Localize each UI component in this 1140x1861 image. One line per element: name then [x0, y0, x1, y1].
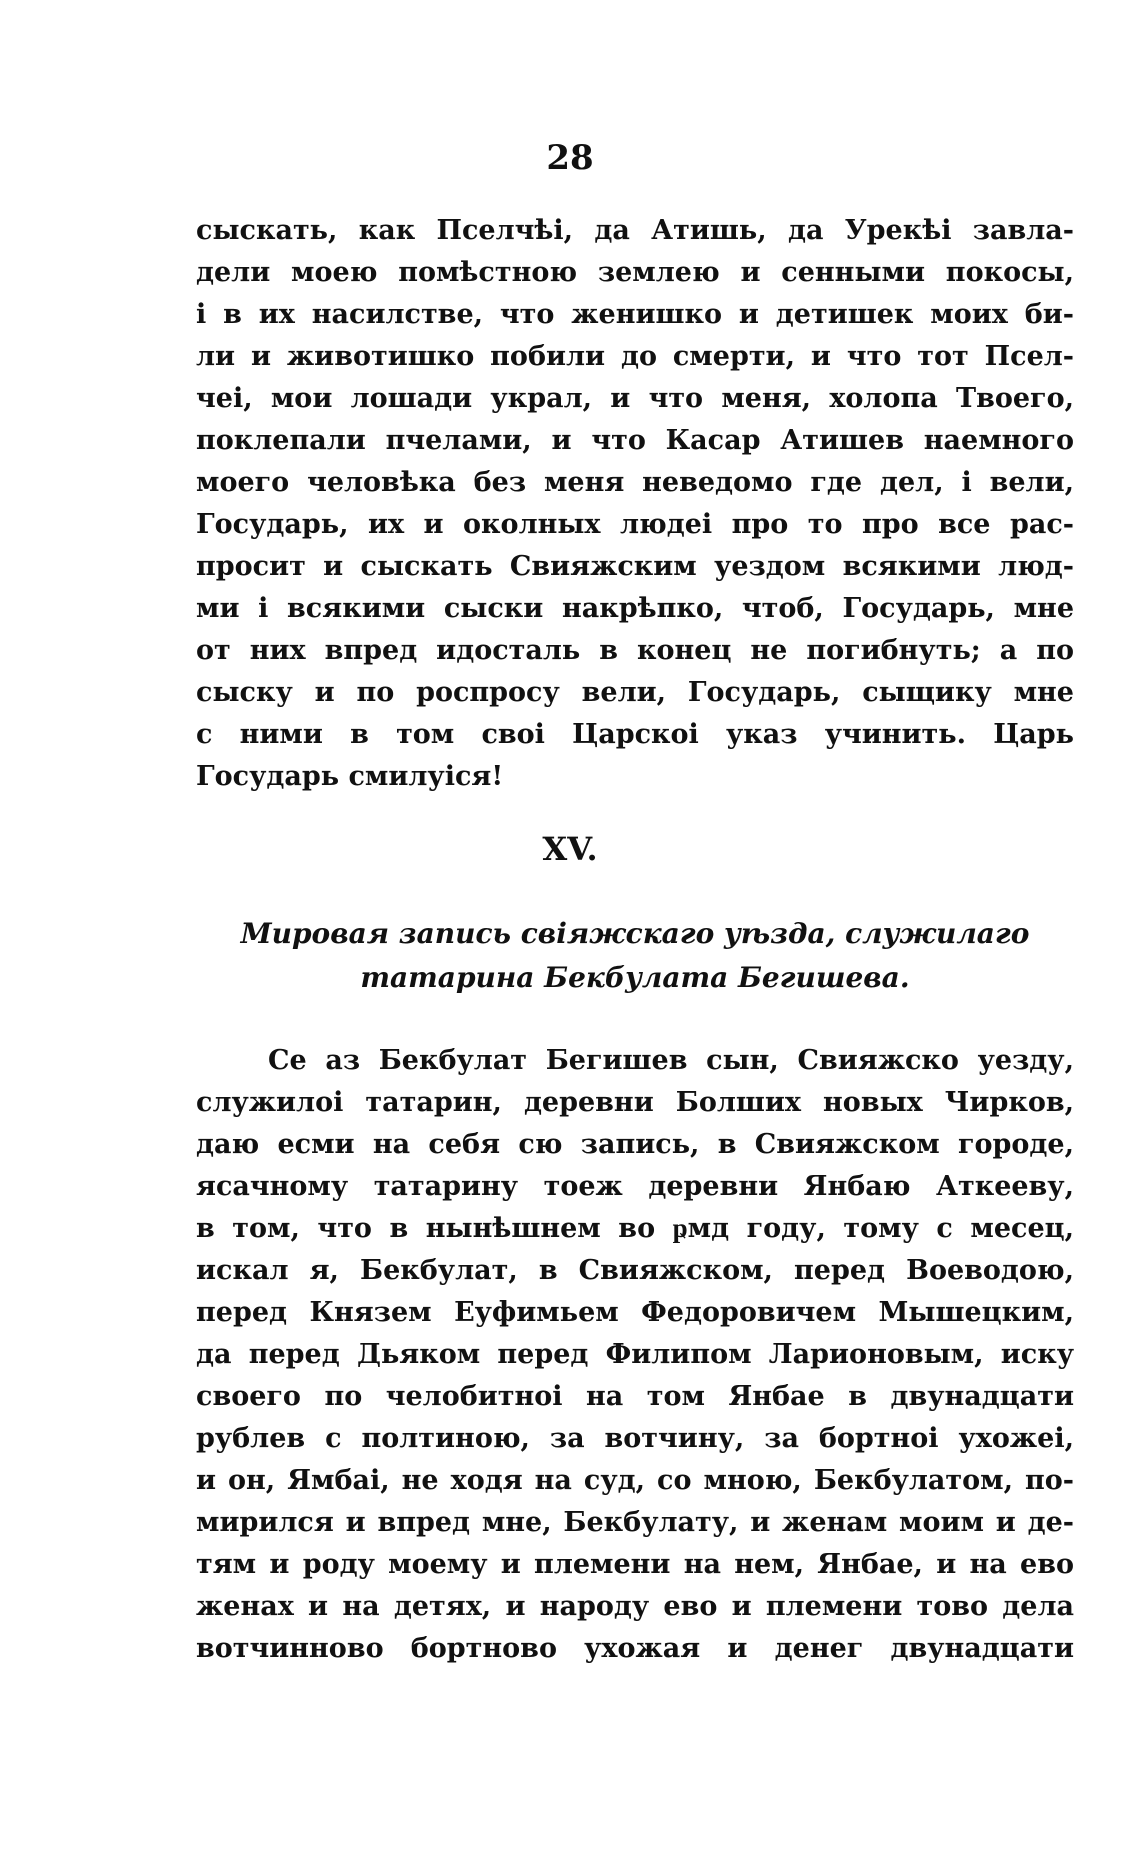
text-line: ли и животишко побили до смерти, и что тот Псел-: [196, 341, 1074, 372]
text-line: и он, Ямбаі, не ходя на суд, со мною, Бекбулатом, по-: [196, 1465, 1074, 1496]
text-line: искал я, Бекбулат, в Свияжском, перед Воеводою,: [196, 1255, 1074, 1286]
text-line: перед Князем Еуфимьем Федоровичем Мышецким,: [196, 1297, 1074, 1328]
text-line: Се аз Бекбулат Бегишев сын, Свияжско уезду,: [268, 1045, 1074, 1076]
text-line: моего человѣка без меня неведомо где дел, і вели,: [196, 467, 1074, 498]
text-line: тям и роду моему и племени на нем, Янбае, и на ево: [196, 1549, 1074, 1580]
text-line: мирился и впред мне, Бекбулату, и женам моим и де-: [196, 1507, 1074, 1538]
text-line: Государь, их и околных людеі про то про все рас-: [196, 509, 1074, 540]
text-line: сыскать, как Пселчѣі, да Атишь, да Урекѣі завла-: [196, 215, 1074, 246]
text-line: да перед Дьяком перед Филипом Ларионовым, иску: [196, 1339, 1074, 1370]
petition-paragraph: [196, 210, 1074, 798]
text-line: ми і всякими сыски накрѣпко, чтоб, Государь, мне: [196, 593, 1074, 624]
section-title-line: татарина Бекбулата Бегишева.: [360, 961, 910, 994]
text-line: Государь смилуіся!: [196, 761, 504, 792]
text-line: даю есми на себя сю запись, в Свияжском городе,: [196, 1129, 1074, 1160]
text-line: от них впред идосталь в конец не погибнуть; а по: [196, 635, 1074, 666]
text-line: с ними в том своі Царскоі указ учинить. Царь: [196, 719, 1074, 750]
text-line: дели моею помѣстною землею и сенными покосы,: [196, 257, 1074, 288]
section-title-line: Мировая запись свіяжскаго уѣзда, служилаго: [240, 917, 1030, 950]
text-line: вотчинново бортново ухожая и денег двунадцати: [196, 1633, 1074, 1664]
section-number: XV.: [542, 830, 598, 868]
text-line: сыску и по роспросу вели, Государь, сыщику мне: [196, 677, 1074, 708]
text-line: рублев с полтиною, за вотчину, за бортноі ухожеі,: [196, 1423, 1074, 1454]
text-line: чеі, мои лошади украл, и что меня, холопа Твоего,: [196, 383, 1074, 414]
text-line: і в их насилстве, что женишко и детишек моих би-: [196, 299, 1074, 330]
text-line: поклепали пчелами, и что Касар Атишев наемного: [196, 425, 1074, 456]
text-line: просит и сыскать Свияжским уездом всякими люд-: [196, 551, 1074, 582]
text-line: служилоі татарин, деревни Болших новых Чирков,: [196, 1087, 1074, 1118]
page-number: 28: [546, 138, 594, 178]
text-line: ясачному татарину тоеж деревни Янбаю Аткееву,: [196, 1171, 1074, 1202]
text-line: своего по челобитноі на том Янбае в двунадцати: [196, 1381, 1074, 1412]
text-line: женах и на детях, и народу ево и племени тово дела: [196, 1591, 1074, 1622]
settlement-paragraph: [196, 1040, 1074, 1670]
text-line: в том, что в нынѣшнем во ҏмд году, тому с месец,: [196, 1213, 1074, 1244]
section-title: [196, 912, 1074, 1000]
